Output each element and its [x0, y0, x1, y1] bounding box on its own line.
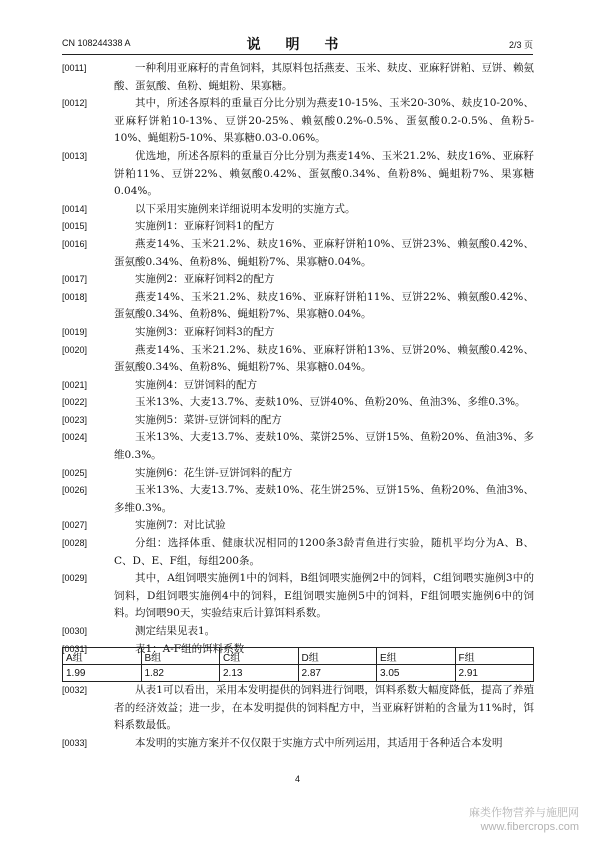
paragraph-number: [0027]: [62, 520, 88, 531]
page-number: 4: [294, 774, 300, 784]
paragraph-text: 从表1可以看出，采用本发明提供的饲料进行饲喂，饵料系数大幅度降低，提高了养殖者的经济效益；进一步，在本发明提供的饲料配方中，当亚麻籽饼粕的含量为11%时，饵料系数最低。: [114, 684, 534, 732]
paragraph-number: [0015]: [62, 221, 88, 232]
paragraph-number: [0020]: [62, 344, 88, 355]
paragraph-text: 实施例3：亚麻籽饲料3的配方: [135, 325, 275, 338]
paragraph: [62, 482, 534, 517]
header-divider: [62, 54, 533, 55]
table-cell: 2.87: [298, 665, 377, 682]
paragraph-text: 实施例4：豆饼饲料的配方: [135, 378, 258, 391]
body-text-lower: [62, 682, 534, 752]
paragraph: [62, 271, 534, 289]
paragraph-number: [0021]: [62, 379, 88, 390]
paragraph: [62, 623, 534, 641]
paragraph-number: [0033]: [62, 737, 88, 748]
watermark: [469, 806, 579, 834]
page-header: [62, 34, 533, 52]
paragraph-number: [0025]: [62, 467, 88, 478]
paragraph-text: 分组：选择体重、健康状况相同的1200条3龄青鱼进行实验，随机平均分为A、B、C、D、E、F组，每组200条。: [114, 537, 534, 567]
doc-number: CN 108244338 A: [62, 38, 131, 48]
page-info: 2/3 页: [508, 40, 533, 50]
paragraph-number: [0031]: [62, 643, 88, 654]
paragraph-text: 燕麦14%、玉米21.2%、麸皮16%、亚麻籽饼粕13%、豆饼20%、赖氨酸0.42%、蛋氨酸0.34%、鱼粉8%、蝇蛆粉7%、果寡糖0.04%。: [114, 343, 534, 374]
paragraph: [62, 570, 534, 623]
table-header-cell: A组: [63, 648, 142, 665]
table-header-cell: C组: [220, 648, 299, 665]
paragraph-number: [0026]: [62, 485, 88, 496]
paragraph: [62, 342, 534, 377]
paragraph-number: [0011]: [62, 63, 87, 73]
paragraph-number: [0032]: [62, 685, 88, 695]
paragraph-text: 玉米13%、大麦13.7%、麦麸10%、豆饼40%、鱼粉20%、鱼油3%、多维0.3%。: [135, 396, 526, 409]
table-header-cell: E组: [377, 648, 456, 665]
paragraph-text: 表1：A-F组的饵料系数: [135, 642, 245, 655]
paragraph: [62, 429, 534, 464]
paragraph: [62, 535, 534, 570]
table-cell: 2.13: [220, 665, 299, 682]
paragraph-number: [0012]: [62, 98, 88, 109]
paragraph-text: 优选地，所述各原料的重量百分比分别为燕麦14%、玉米21.2%、麸皮16%、亚麻籽饼粕11%、豆饼22%、赖氨酸0.42%、蛋氨酸0.34%、鱼粉8%、蝇蛆粉7%、果寡糖0.04%。: [114, 149, 534, 198]
paragraph-text: 燕麦14%、玉米21.2%、麸皮16%、亚麻籽饼粕10%、豆饼23%、赖氨酸0.42%、蛋氨酸0.34%、鱼粉8%、蝇蛆粉7%、果寡糖0.04%。: [114, 237, 534, 268]
table-cell: 1.82: [141, 665, 220, 682]
paragraph: [62, 682, 534, 735]
watermark-line: www.fibercrops.com: [480, 821, 579, 833]
table-header-cell: D组: [298, 648, 377, 665]
paragraph-text: 其中，A组饲喂实施例1中的饲料，B组饲喂实施例2中的饲料，C组饲喂实施例3中的饲料，D组饲喂实施例4中的饲料，E组饲喂实施例5中的饲料，F组饲喂实施例6中的饲料。均饲喂90天，实验结束后计算饵料系数。: [114, 572, 534, 620]
table-cell: 1.99: [63, 665, 142, 682]
paragraph-text: 测定结果见表1。: [135, 625, 216, 637]
table-header-row: [63, 648, 534, 665]
paragraph: [62, 465, 534, 483]
paragraph: [62, 201, 534, 219]
table-header-cell: F组: [455, 648, 534, 665]
paragraph-text: 实施例7：对比试验: [135, 519, 226, 532]
paragraph-number: [0023]: [62, 414, 88, 425]
watermark-line: 麻类作物营养与施肥网: [469, 807, 579, 819]
paragraph: [62, 236, 534, 271]
feed-coefficient-table: [62, 647, 534, 682]
paragraph: [62, 517, 534, 535]
paragraph-text: 玉米13%、大麦13.7%、麦麸10%、菜饼25%、豆饼15%、鱼粉20%、鱼油3%、多维0.3%。: [114, 431, 534, 462]
paragraph: [62, 412, 534, 430]
paragraph-number: [0017]: [62, 274, 88, 285]
paragraph-number: [0028]: [62, 538, 88, 549]
paragraph-text: 燕麦14%、玉米21.2%、麸皮16%、亚麻籽饼粕11%、豆饼22%、赖氨酸0.42%、蛋氨酸0.34%、鱼粉8%、蝇蛆粉7%、果寡糖0.04%。: [114, 290, 534, 321]
paragraph: [62, 289, 534, 324]
paragraph-number: [0014]: [62, 203, 88, 214]
page-title: 说 明 书: [246, 37, 349, 53]
paragraph-text: 以下采用实施例来详细说明本发明的实施方式。: [135, 202, 356, 215]
paragraph-number: [0016]: [62, 238, 88, 249]
paragraph-text: 实施例2：亚麻籽饲料2的配方: [135, 273, 275, 286]
table-row: [63, 665, 534, 682]
paragraph-number: [0022]: [62, 397, 88, 408]
paragraph-text: 实施例6：花生饼-豆饼饲料的配方: [135, 466, 293, 479]
table-cell: 2.91: [455, 665, 534, 682]
paragraph: [62, 95, 534, 148]
paragraph: [62, 735, 534, 753]
paragraph-text: 其中，所述各原料的重量百分比分别为燕麦10-15%、玉米20-30%、麸皮10-20%、亚麻籽饼粕10-13%、豆饼20-25%、赖氨酸0.2%-0.5%、蛋氨酸0.2-0.5%、鱼粉5-10%、蝇蛆粉5-10%、果寡糖0.03-0.06%。: [114, 97, 534, 145]
paragraph: [62, 324, 534, 342]
paragraph-text: 实施例5：菜饼-豆饼饲料的配方: [135, 413, 282, 426]
paragraph-text: 本发明的实施方案并不仅仅限于实施方式中所列运用，其适用于各种适合本发明: [135, 736, 503, 749]
table-header-cell: B组: [141, 648, 220, 665]
paragraph-number: [0019]: [62, 326, 88, 337]
paragraph: [62, 60, 534, 95]
body-text-upper: [62, 60, 534, 658]
paragraph: [62, 377, 534, 395]
paragraph-number: [0030]: [62, 626, 88, 636]
paragraph-number: [0024]: [62, 432, 88, 443]
paragraph-number: [0029]: [62, 573, 88, 584]
paragraph-text: 实施例1：亚麻籽饲料1的配方: [135, 220, 275, 233]
paragraph-number: [0013]: [62, 150, 88, 161]
paragraph-text: 玉米13%、大麦13.7%、麦麸10%、花生饼25%、豆饼15%、鱼粉20%、鱼油3%、多维0.3%。: [114, 484, 534, 514]
paragraph: [62, 394, 534, 412]
table-cell: 3.05: [377, 665, 456, 682]
paragraph: [62, 218, 534, 236]
paragraph: [62, 148, 534, 201]
paragraph-number: [0018]: [62, 291, 88, 302]
paragraph-text: 一种利用亚麻籽的青鱼饲料，其原料包括燕麦、玉米、麸皮、亚麻籽饼粕、豆饼、赖氨酸、蛋氨酸、鱼粉、蝇蛆粉、果寡糖。: [114, 62, 534, 92]
